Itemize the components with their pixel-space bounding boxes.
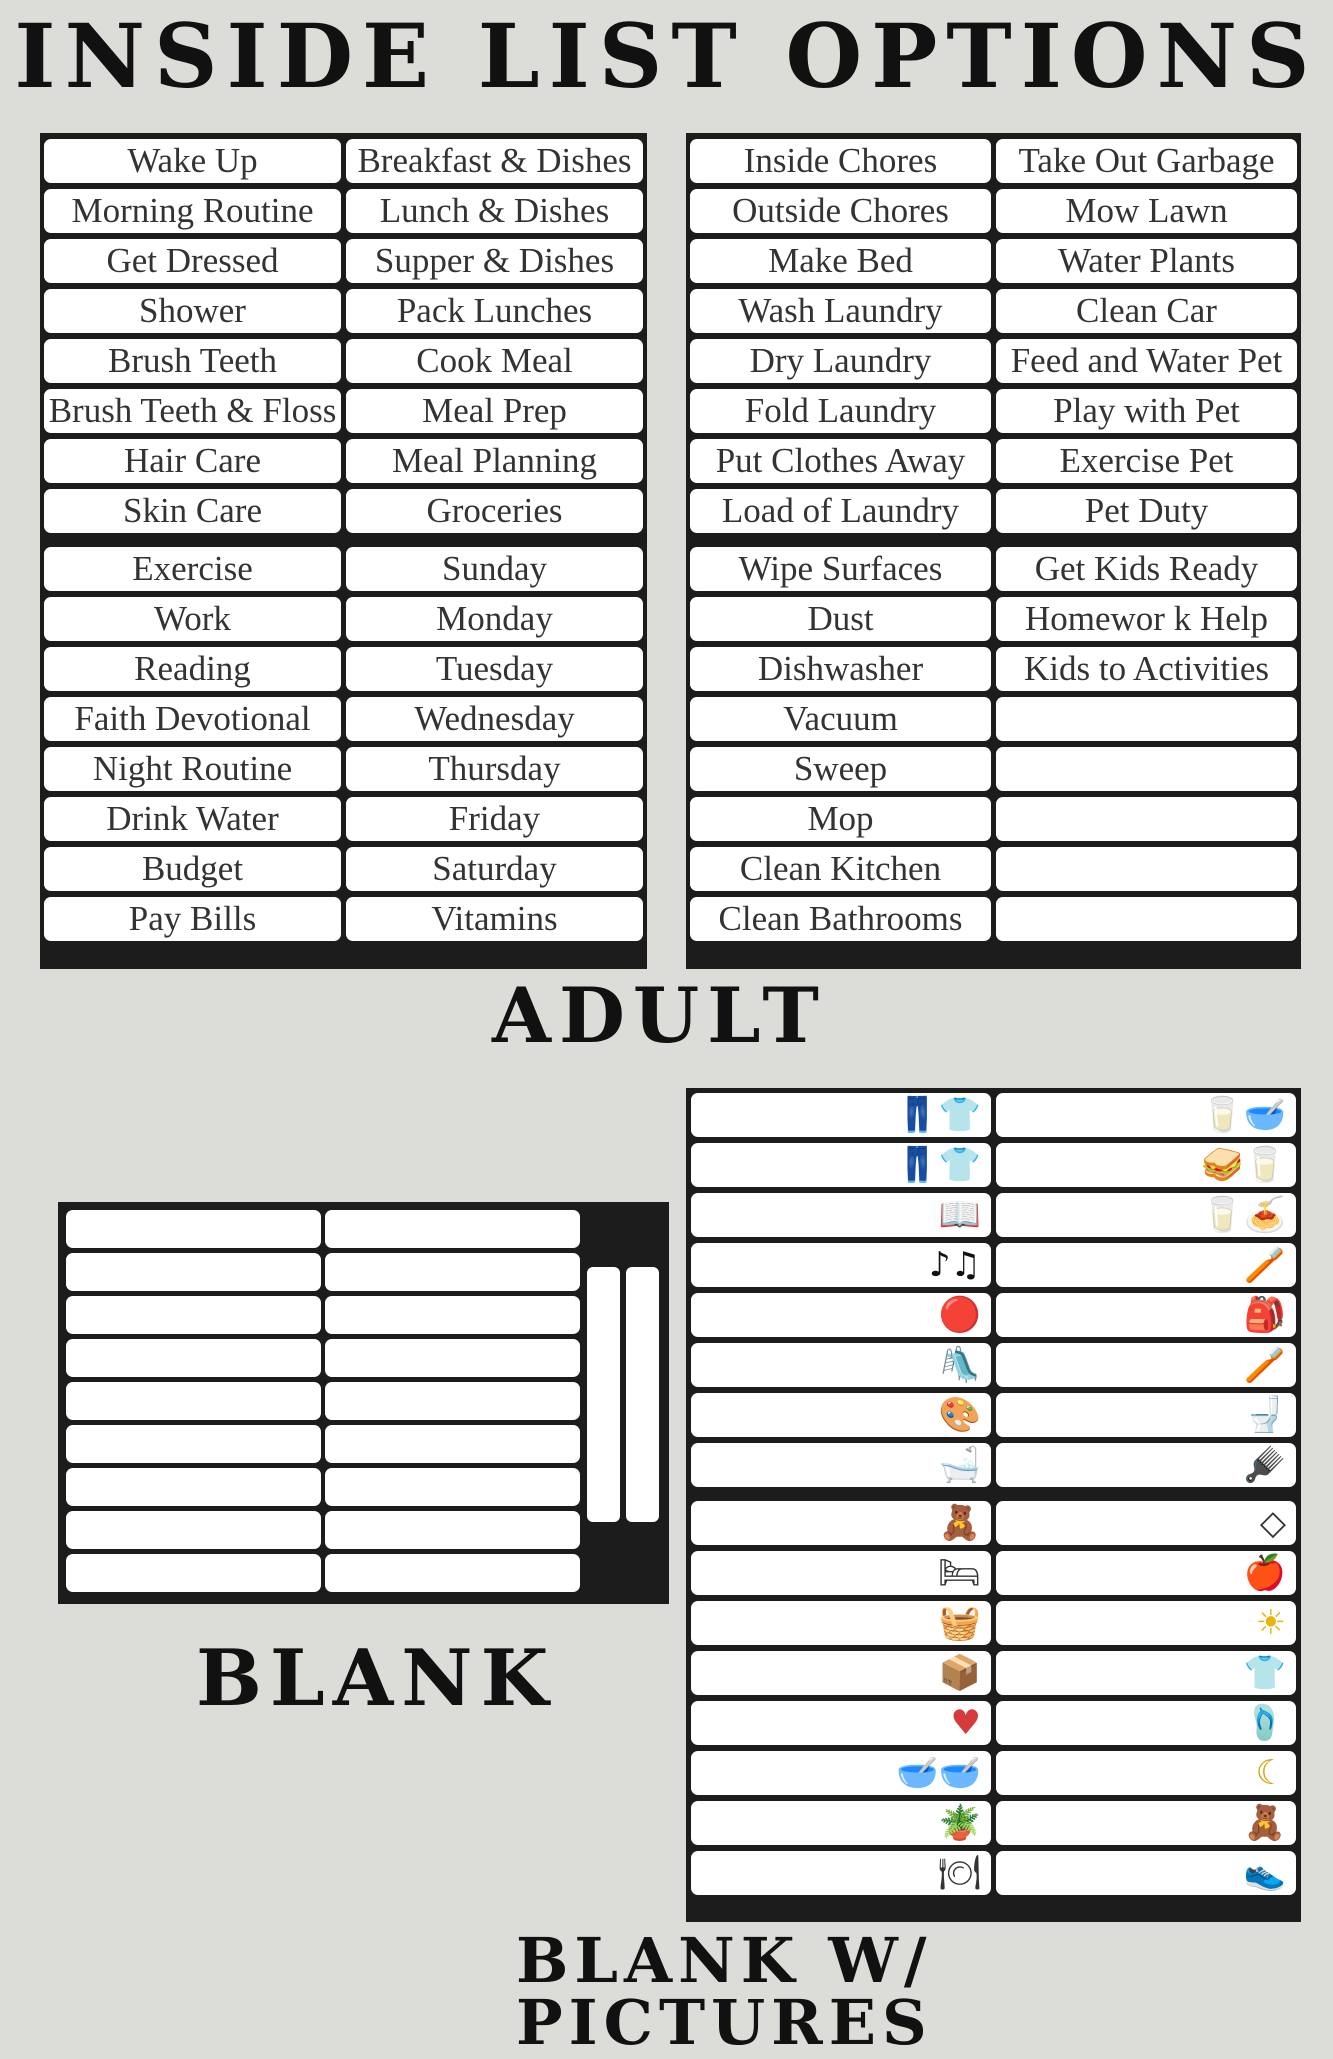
pajamas-icon: 👕 [1243, 1653, 1286, 1693]
list-strip: Feed and Water Pet [996, 339, 1297, 383]
list-strip: Cook Meal [346, 339, 643, 383]
list-strip: Tuesday [346, 647, 643, 691]
teddy-bear-icon: 🧸 [1243, 1803, 1286, 1843]
slippers-icon: 🩴 [1243, 1703, 1286, 1743]
blank-strip [66, 1468, 321, 1506]
blank-pictures-label: BLANK W/ PICTURES [516, 1924, 933, 2059]
blank-strip [325, 1339, 580, 1377]
list-strip: Make Bed [690, 239, 991, 283]
blank-strip [325, 1554, 580, 1592]
toilet-icon: 🚽 [1243, 1395, 1286, 1435]
list-strip: Clean Car [996, 289, 1297, 333]
picture-strip [691, 1193, 991, 1237]
list-strip: Homewor k Help [996, 597, 1297, 641]
picture-strip [691, 1851, 991, 1895]
list-strip: Wipe Surfaces [690, 547, 991, 591]
list-strip: Mop [690, 797, 991, 841]
pictures-board [686, 1088, 1301, 1922]
picture-strip [691, 1801, 991, 1845]
pet-bowls-icon: 🥣🥣 [896, 1753, 981, 1793]
picture-strip [996, 1393, 1296, 1437]
list-strip: Clean Bathrooms [690, 897, 991, 941]
list-strip: Outside Chores [690, 189, 991, 233]
picture-strip [996, 1443, 1296, 1487]
picture-strip [691, 1501, 991, 1545]
adult-left-grid [44, 139, 643, 947]
blank-label: BLANK [196, 1633, 557, 1724]
blank-strip [66, 1382, 321, 1420]
list-strip [996, 847, 1297, 891]
list-strip: Monday [346, 597, 643, 641]
blank-tall-strip [587, 1267, 620, 1522]
list-strip: Breakfast & Dishes [346, 139, 643, 183]
bathtub-icon: 🛁 [938, 1445, 981, 1485]
clothes-icon: 👖👕 [896, 1145, 981, 1185]
blank-strip [325, 1253, 580, 1291]
pictures-grid [691, 1093, 1296, 1901]
list-strip: Put Clothes Away [690, 439, 991, 483]
music-notes-icon: ♪♫ [928, 1245, 981, 1285]
picture-strip [691, 1601, 991, 1645]
list-strip: Faith Devotional [44, 697, 341, 741]
toothpaste-icon: 🪥 [1243, 1345, 1286, 1385]
list-strip: Take Out Garbage [996, 139, 1297, 183]
list-strip: Saturday [346, 847, 643, 891]
list-strip: Vacuum [690, 697, 991, 741]
list-strip: Dust [690, 597, 991, 641]
list-strip [996, 747, 1297, 791]
diamond-icon: ◇ [1259, 1503, 1286, 1543]
list-strip: Pet Duty [996, 489, 1297, 533]
picture-strip [996, 1651, 1296, 1695]
list-strip: Night Routine [44, 747, 341, 791]
picture-strip [996, 1143, 1296, 1187]
list-strip: Skin Care [44, 489, 341, 533]
place-setting-icon: 🍽 [937, 1853, 981, 1893]
toothbrush-icon: 🪥 [1243, 1245, 1286, 1285]
list-strip: Clean Kitchen [690, 847, 991, 891]
palette-icon: 🎨 [938, 1395, 981, 1435]
blank-strip [66, 1511, 321, 1549]
lunch-icon: 🥪🥛 [1201, 1145, 1286, 1185]
blank-strip [66, 1554, 321, 1592]
picture-strip [691, 1393, 991, 1437]
list-strip: Brush Teeth [44, 339, 341, 383]
list-strip: Pay Bills [44, 897, 341, 941]
list-strip: Kids to Activities [996, 647, 1297, 691]
picture-strip [996, 1501, 1296, 1545]
picture-strip [691, 1343, 991, 1387]
apple-icon: 🍎 [1243, 1553, 1286, 1593]
picture-strip [996, 1243, 1296, 1287]
blank-strip [66, 1253, 321, 1291]
list-strip: Play with Pet [996, 389, 1297, 433]
blank-strip [325, 1296, 580, 1334]
list-strip: Friday [346, 797, 643, 841]
picture-strip [691, 1551, 991, 1595]
picture-strip [996, 1851, 1296, 1895]
list-strip: Water Plants [996, 239, 1297, 283]
list-strip: Groceries [346, 489, 643, 533]
blank-strip [66, 1296, 321, 1334]
list-strip: Dishwasher [690, 647, 991, 691]
toys-icon: 🧸 [938, 1503, 981, 1543]
list-strip: Vitamins [346, 897, 643, 941]
picture-strip [691, 1651, 991, 1695]
picture-strip [996, 1701, 1296, 1745]
list-strip: Work [44, 597, 341, 641]
blank-strip [325, 1210, 580, 1248]
picture-strip [996, 1601, 1296, 1645]
picture-strip [691, 1701, 991, 1745]
ball-icon: 🔴 [938, 1295, 981, 1335]
adult-right-grid [690, 139, 1297, 947]
heart-icon: ♥ [950, 1703, 981, 1743]
picture-strip [996, 1293, 1296, 1337]
list-strip: Exercise Pet [996, 439, 1297, 483]
adult-left-board [40, 133, 647, 969]
blank-strip [66, 1339, 321, 1377]
list-strip: Wake Up [44, 139, 341, 183]
blank-strip [66, 1210, 321, 1248]
blank-strip [325, 1511, 580, 1549]
list-strip: Lunch & Dishes [346, 189, 643, 233]
list-strip: Drink Water [44, 797, 341, 841]
list-strip: Wednesday [346, 697, 643, 741]
list-strip: Brush Teeth & Floss [44, 389, 341, 433]
list-strip: Sweep [690, 747, 991, 791]
list-strip [996, 897, 1297, 941]
list-strip: Get Kids Ready [996, 547, 1297, 591]
box-icon: 📦 [938, 1653, 981, 1693]
list-strip: Get Dressed [44, 239, 341, 283]
picture-strip [691, 1243, 991, 1287]
list-strip: Dry Laundry [690, 339, 991, 383]
picture-strip [691, 1751, 991, 1795]
list-strip: Fold Laundry [690, 389, 991, 433]
picture-strip [996, 1751, 1296, 1795]
sun-icon: ☀ [1255, 1603, 1286, 1643]
blank-grid [66, 1210, 580, 1597]
list-strip: Pack Lunches [346, 289, 643, 333]
list-strip: Hair Care [44, 439, 341, 483]
list-strip [996, 697, 1297, 741]
blank-strip [325, 1382, 580, 1420]
adult-label: ADULT [492, 971, 827, 1060]
bed-icon: 🛏 [937, 1553, 981, 1593]
plant-icon: 🪴 [938, 1803, 981, 1843]
supper-icon: 🥛🍝 [1201, 1195, 1286, 1235]
blank-strip [66, 1425, 321, 1463]
picture-strip [691, 1143, 991, 1187]
blocks-bin-icon: 🧺 [938, 1603, 981, 1643]
picture-strip [691, 1093, 991, 1137]
list-strip: Mow Lawn [996, 189, 1297, 233]
list-strip: Exercise [44, 547, 341, 591]
picture-strip [996, 1551, 1296, 1595]
page-title: INSIDE LIST OPTIONS [14, 4, 1319, 108]
breakfast-icon: 🥛🥣 [1201, 1095, 1286, 1135]
shoes-icon: 👟 [1243, 1853, 1286, 1893]
list-strip: Load of Laundry [690, 489, 991, 533]
hairbrush-icon: 🪮 [1243, 1445, 1286, 1485]
picture-strip [996, 1193, 1296, 1237]
adult-right-board [686, 133, 1301, 969]
list-strip: Thursday [346, 747, 643, 791]
blank-board [58, 1202, 669, 1604]
picture-strip [996, 1801, 1296, 1845]
list-strip: Reading [44, 647, 341, 691]
picture-strip [691, 1293, 991, 1337]
list-strip: Meal Prep [346, 389, 643, 433]
list-strip: Shower [44, 289, 341, 333]
list-strip [996, 797, 1297, 841]
list-strip: Meal Planning [346, 439, 643, 483]
list-strip: Budget [44, 847, 341, 891]
list-strip: Supper & Dishes [346, 239, 643, 283]
list-strip: Sunday [346, 547, 643, 591]
moon-icon: ☾ [1255, 1753, 1286, 1793]
list-strip: Inside Chores [690, 139, 991, 183]
backpack-icon: 🎒 [1243, 1295, 1286, 1335]
picture-strip [996, 1343, 1296, 1387]
book-icon: 📖 [938, 1195, 981, 1235]
slide-icon: 🛝 [938, 1345, 981, 1385]
blank-tall-strip [626, 1267, 659, 1522]
clothes-icon: 👖👕 [896, 1095, 981, 1135]
blank-strip [325, 1425, 580, 1463]
list-strip: Morning Routine [44, 189, 341, 233]
picture-strip [691, 1443, 991, 1487]
blank-strip [325, 1468, 580, 1506]
picture-strip [996, 1093, 1296, 1137]
list-strip: Wash Laundry [690, 289, 991, 333]
